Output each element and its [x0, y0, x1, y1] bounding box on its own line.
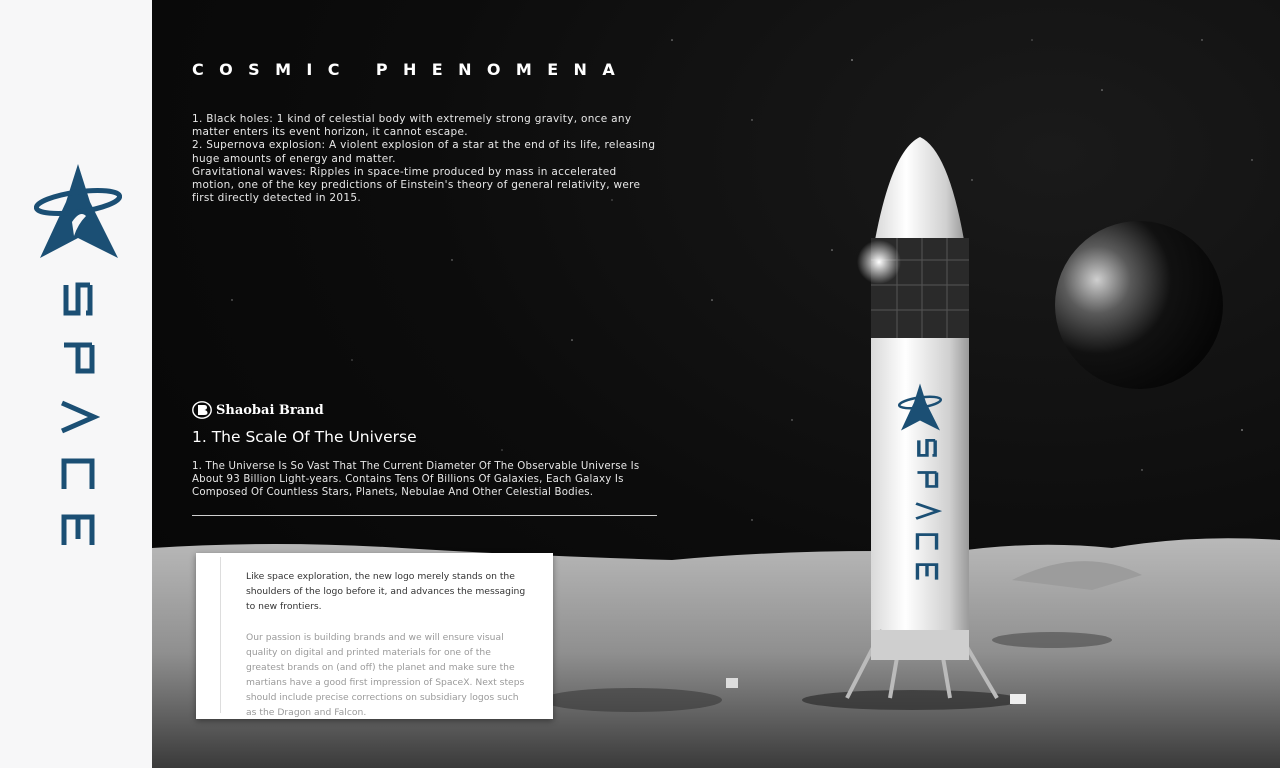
section-body: 1. The Universe Is So Vast That The Current Diameter Of The Observable Universe Is About 93 Billion Light-years. Contains Tens Of Billions Of Galaxies, Each Galaxy Is Composed Of Countless Stars, Planets, Nebulae And Other Celestial Bodies. — [192, 461, 640, 499]
rocket-wordmark — [912, 435, 942, 585]
card-paragraph-secondary: Our passion is building brands and we will ensure visual quality on digital and printed materials for one of the greatest brands on (and off) the planet and make sure the martians have a good first impression of SpaceX. Next steps should include precise corrections on subsidiary logos such as the Dragon and Falcon. — [246, 632, 525, 718]
rocket-logo-icon — [898, 382, 942, 434]
brand-vertical-wordmark — [56, 275, 100, 555]
card-paragraph-primary: Like space exploration, the new logo merely stands on the shoulders of the logo before it, and advances the messaging to new frontiers. — [246, 571, 526, 612]
brand-badge-icon — [192, 401, 212, 419]
card-divider — [220, 557, 221, 713]
brand-tag-label: Shaobai Brand — [216, 402, 324, 418]
divider — [192, 515, 657, 516]
space-logo-icon — [34, 162, 122, 264]
space-scene — [152, 0, 1280, 768]
phenomena-line: Gravitational waves: Ripples in space-time produced by mass in accelerated motion, one of the key predictions of Einstein's theory of general relativity, were first directly detected in 2015. — [192, 165, 641, 205]
sidebar — [0, 0, 152, 768]
info-card — [196, 553, 553, 719]
brand-tag — [192, 401, 324, 419]
page-title: COSMIC PHENOMENA — [192, 60, 631, 79]
phenomena-line: 1. Black holes: 1 kind of celestial body with extremely strong gravity, once any matter enters its event horizon, it cannot escape. — [192, 113, 632, 139]
phenomena-description — [192, 113, 662, 205]
section-heading: 1. The Scale Of The Universe — [192, 428, 417, 446]
phenomena-line: 2. Supernova explosion: A violent explosion of a star at the end of its life, releasing huge amounts of energy and matter. — [192, 139, 656, 165]
